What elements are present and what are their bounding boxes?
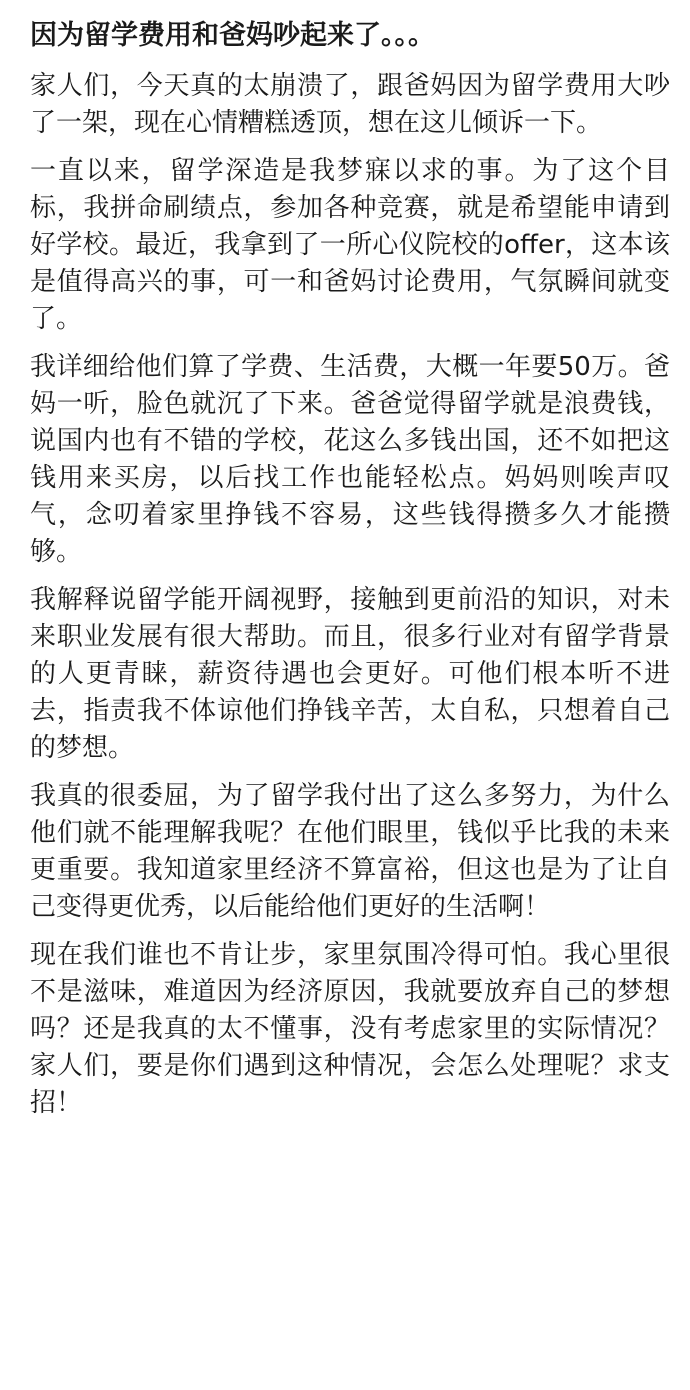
post-paragraph-2: 一直以来，留学深造是我梦寐以求的事。为了这个目标，我拼命刷绩点，参加各种竞赛，就是希望能申请到好学校。最近，我拿到了一所心仪院校的offer，这本该是值得高兴的事，可一和爸妈讨论费用，气氛瞬间就变了。: [30, 156, 670, 334]
post-paragraph-1: 家人们，今天真的太崩溃了，跟爸妈因为留学费用大吵了一架，现在心情糟糕透顶，想在这儿倾诉一下。: [30, 71, 670, 138]
post-paragraph-6: 现在我们谁也不肯让步，家里氛围冷得可怕。我心里很不是滋味，难道因为经济原因，我就要放弃自己的梦想吗？还是我真的太不懂事，没有考虑家里的实际情况？家人们，要是你们遇到这种情况，会怎么处理呢？求支招！: [30, 940, 670, 1118]
post-paragraph-4: 我解释说留学能开阔视野，接触到更前沿的知识，对未来职业发展有很大帮助。而且，很多行业对有留学背景的人更青睐，薪资待遇也会更好。可他们根本听不进去，指责我不体谅他们挣钱辛苦，太自私，只想着自己的梦想。: [30, 585, 670, 763]
post-title: 因为留学费用和爸妈吵起来了。。。: [30, 20, 435, 51]
post-content: [30, 18, 670, 1122]
post-paragraph-3: 我详细给他们算了学费、生活费，大概一年要50万。爸妈一听，脸色就沉了下来。爸爸觉得留学就是浪费钱，说国内也有不错的学校，花这么多钱出国，还不如把这钱用来买房，以后找工作也能轻松点。妈妈则唉声叹气，念叨着家里挣钱不容易，这些钱得攒多久才能攒够。: [30, 352, 670, 567]
post-paragraph-5: 我真的很委屈，为了留学我付出了这么多努力，为什么他们就不能理解我呢？在他们眼里，钱似乎比我的未来更重要。我知道家里经济不算富裕，但这也是为了让自己变得更优秀，以后能给他们更好的生活啊！: [30, 781, 670, 922]
